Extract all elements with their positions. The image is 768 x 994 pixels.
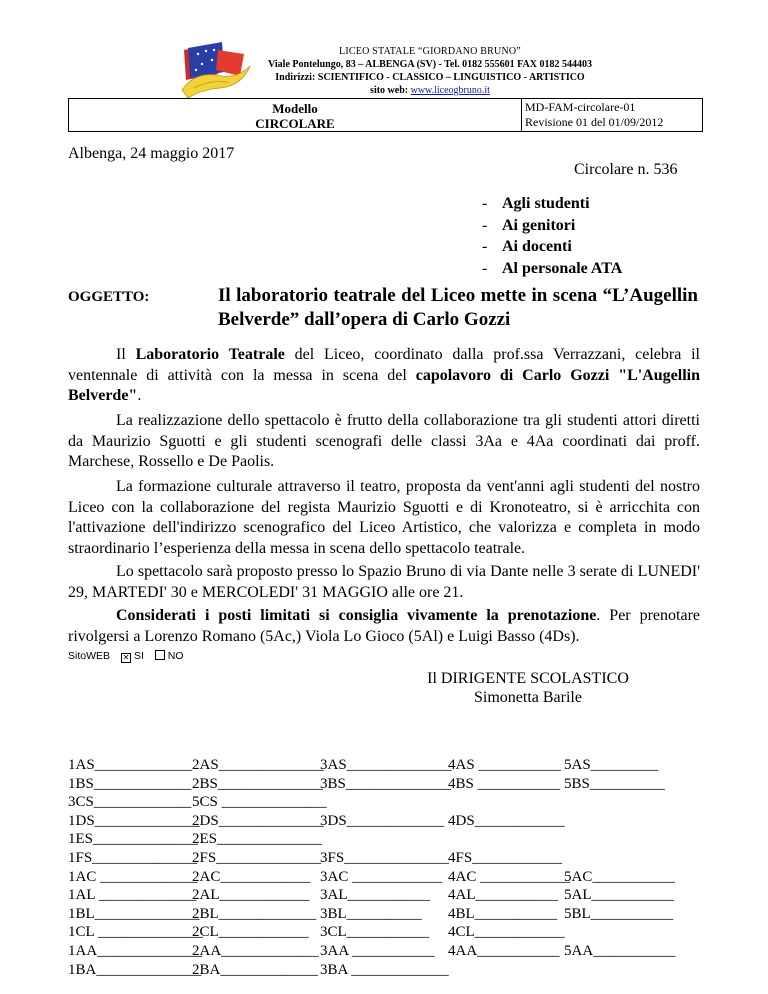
class-signature-field: 1FS______________ xyxy=(68,849,198,866)
class-signature-field: 4BL___________ xyxy=(448,905,558,922)
class-row xyxy=(68,923,728,942)
si-label: SI xyxy=(133,650,144,662)
document-info-box xyxy=(68,98,703,132)
class-signature-field: 1AC _____________ xyxy=(68,868,198,885)
school-indirizzi: Indirizzi: SCIENTIFICO - CLASSICO – LINGUISTICO - ARTISTICO xyxy=(275,72,585,83)
no-checkbox[interactable] xyxy=(155,650,165,660)
class-signature-field: 4AL___________ xyxy=(448,887,558,904)
recipient-item: - Ai docenti xyxy=(482,238,572,255)
school-website xyxy=(240,85,620,96)
class-signature-field: 3CS_____________ xyxy=(68,794,192,811)
class-signature-field: 4AS ___________ xyxy=(448,757,561,773)
revision-cell xyxy=(522,99,702,131)
signature-name: Simonetta Barile xyxy=(474,689,582,706)
class-signature-field: 2ES______________ xyxy=(192,831,323,848)
circolare-label: CIRCOLARE xyxy=(255,116,335,131)
class-signature-field: 1CL ______________ xyxy=(68,924,203,941)
class-signature-field: 3FS______________ xyxy=(320,849,450,866)
paragraph-5: Considerati i posti limitati si consiglia vivamente la prenotazione. Per prenotare rivolgersi a Lorenzo Romano (5Ac,) Viola Lo Gioco (5Al) e Luigi Basso (4Ds). xyxy=(68,607,700,645)
no-label: NO xyxy=(167,650,184,662)
class-signature-field: 4FS____________ xyxy=(448,849,563,866)
class-row xyxy=(68,793,728,812)
class-row xyxy=(68,830,728,849)
class-signature-field: 5BS__________ xyxy=(564,775,665,792)
class-signature-field: 5AC___________ xyxy=(564,868,675,885)
class-signature-field: 3BL__________ xyxy=(320,905,422,922)
class-signature-field: 1BS_____________ xyxy=(68,775,192,792)
signature-title: Il DIRIGENTE SCOLASTICO xyxy=(427,670,629,687)
recipient-item: - Agli studenti xyxy=(482,195,590,212)
sitoweb-options xyxy=(68,650,184,663)
class-signature-field: 2BA_____________ xyxy=(192,961,318,978)
class-signature-field: 2DS______________ xyxy=(192,812,324,829)
class-signature-field: 1AS_____________ xyxy=(68,757,193,773)
class-signature-lines xyxy=(68,756,728,979)
class-signature-field: 1DS______________ xyxy=(68,812,200,829)
class-signature-field: 3AA ___________ xyxy=(320,942,435,959)
class-row xyxy=(68,756,728,775)
class-signature-field: 1AL _____________ xyxy=(68,887,197,904)
class-signature-field: 4CL____________ xyxy=(448,924,565,941)
class-signature-field: 2AS______________ xyxy=(192,757,324,773)
class-signature-field: 3AC ____________ xyxy=(320,868,443,885)
paragraph-4: Lo spettacolo sarà proposto presso lo Spazio Bruno di via Dante nelle 3 serate di LUNEDI' 29, MARTEDI' 30 e MERCOLEDI' 31 MAGGIO alle ore 21. xyxy=(68,563,700,601)
class-row xyxy=(68,775,728,794)
class-signature-field: 3AS______________ xyxy=(320,757,452,773)
class-signature-field: 1BA______________ xyxy=(68,961,202,978)
class-signature-field: 3DS_____________ xyxy=(320,812,445,829)
class-row xyxy=(68,886,728,905)
subject-text: Il laboratorio teatrale del Liceo mette in scena “L’Augellin Belverde” dall’opera di Carlo Gozzi xyxy=(218,285,698,330)
school-name: LICEO STATALE “GIORDANO BRUNO” xyxy=(339,46,521,57)
class-signature-field: 2BL_____________ xyxy=(192,905,317,922)
class-signature-field: 2AA_____________ xyxy=(192,942,319,959)
class-signature-field: 2FS______________ xyxy=(192,849,322,866)
class-signature-field: 3AL___________ xyxy=(320,887,430,904)
class-signature-field: 5BL___________ xyxy=(564,905,674,922)
class-row xyxy=(68,905,728,924)
school-address: Viale Pontelungo, 83 – ALBENGA (SV) - Tel. 0182 555601 FAX 0182 544403 xyxy=(268,59,592,70)
model-cell xyxy=(69,99,522,131)
doc-code: MD-FAM-circolare-01 xyxy=(525,100,636,114)
class-signature-field: 5AL___________ xyxy=(564,887,674,904)
class-signature-field: 3BA _____________ xyxy=(320,961,449,978)
paragraph-2: La realizzazione dello spettacolo è frutto della collaborazione tra gli studenti attori diretti da Maurizio Sguotti e gli studenti scenografi delle classi 3Aa e 4Aa coordinati dai proff. Marchese, Rossello e De Paolis. xyxy=(68,412,700,470)
class-signature-field: 1AA______________ xyxy=(68,942,203,959)
class-row xyxy=(68,942,728,961)
circolare-number: Circolare n. 536 xyxy=(574,161,678,178)
class-signature-field: 5AA___________ xyxy=(564,942,676,959)
website-label: sito web: xyxy=(370,85,409,96)
class-signature-field: 3BS______________ xyxy=(320,775,451,792)
class-signature-field: 5AS_________ xyxy=(564,757,659,773)
class-signature-field: 1ES______________ xyxy=(68,831,199,848)
class-row xyxy=(68,868,728,887)
class-signature-field: 2AL____________ xyxy=(192,887,310,904)
subject-label: OGGETTO: xyxy=(68,289,150,305)
class-signature-field: 2BS______________ xyxy=(192,775,323,792)
class-signature-field: 4AA___________ xyxy=(448,942,560,959)
class-row xyxy=(68,961,728,980)
class-signature-field: 2CL____________ xyxy=(192,924,309,941)
paragraph-3: La formazione culturale attraverso il teatro, proposta da vent'anni agli studenti del nostro Liceo con la collaborazione del regista Maurizio Sguotti e di Kronoteatro, si è arricchita con l'attivazione dell'indirizzo scenografico del Liceo Artistico, che valorizza e completa in modo straordinario l’esperienza della messa in scena dello spettacolo teatrale. xyxy=(68,478,700,557)
recipient-item: - Al personale ATA xyxy=(482,259,623,277)
si-checkbox[interactable]: ✕ xyxy=(122,653,130,662)
class-signature-field: 1BL______________ xyxy=(68,905,200,922)
class-signature-field: 5CS ______________ xyxy=(192,794,327,811)
date-line: Albenga, 24 maggio 2017 xyxy=(68,145,235,162)
revision-text: Revisione 01 del 01/09/2012 xyxy=(525,115,664,129)
class-row xyxy=(68,812,728,831)
recipients-list xyxy=(482,193,622,279)
recipient-item: - Ai genitori xyxy=(482,216,576,234)
class-signature-field: 2AC____________ xyxy=(192,868,311,885)
sitoweb-label: SitoWEB xyxy=(68,650,111,662)
class-signature-field: 4AC ____________ xyxy=(448,868,571,885)
class-signature-field: 4BS ___________ xyxy=(448,775,561,792)
class-signature-field: 4DS____________ xyxy=(448,812,565,829)
model-label: Modello xyxy=(272,101,318,116)
paragraph-1: Il Laboratorio Teatrale del Liceo, coordinato dalla prof.ssa Verrazzani, celebra il ventennale di attività con la messa in scena del capolavoro di Carlo Gozzi "L'Augellin Belverde". xyxy=(68,346,700,404)
class-signature-field: 3CL___________ xyxy=(320,924,430,941)
class-row xyxy=(68,849,728,868)
website-link[interactable]: www.liceogbruno.it xyxy=(410,85,490,96)
